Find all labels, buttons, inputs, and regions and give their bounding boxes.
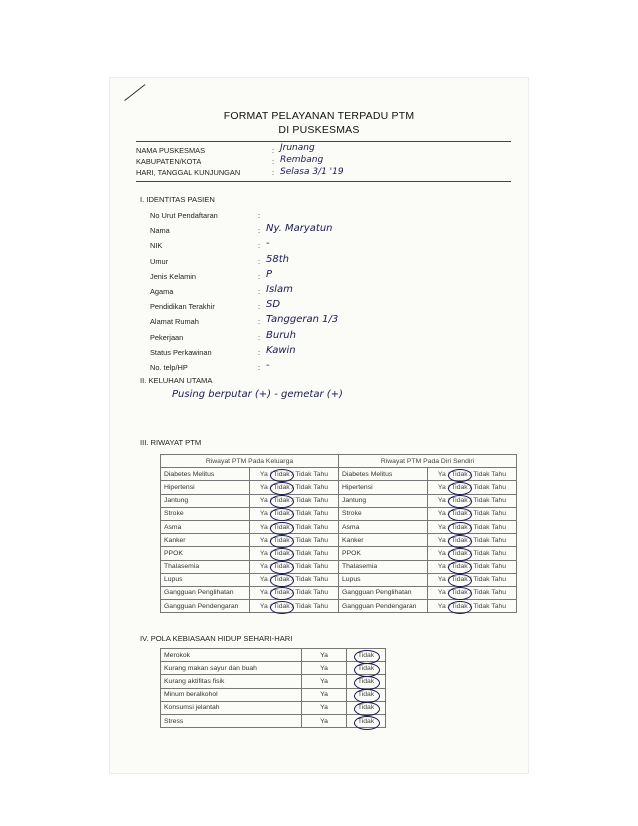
option-tidak[interactable]: Tidak [273, 576, 289, 583]
riwayat-disease-left: Stroke [161, 507, 250, 520]
riwayat-row [161, 560, 517, 573]
selection-circle-icon [270, 495, 294, 508]
pola-row [161, 675, 386, 688]
option-ya[interactable]: Ya / [259, 576, 272, 584]
option-ya[interactable]: Ya / [259, 470, 272, 478]
section-pola-heading: IV. POLA KEBIASAAN HIDUP SEHARI-HARI [140, 634, 293, 643]
pola-item: Minum beralkohol [161, 688, 302, 701]
pola-table [160, 648, 386, 728]
pola-tidak-label: Tidak [358, 704, 374, 711]
riwayat-option-left [250, 600, 339, 613]
identitas-value: SD [266, 299, 281, 311]
option-tidak[interactable]: Tidak [273, 589, 289, 596]
riwayat-option-left [250, 520, 339, 533]
pola-item: Kurang makan sayur dan buah [161, 662, 302, 675]
riwayat-disease-right: Thalasemia [339, 560, 428, 573]
pola-row [161, 688, 386, 701]
pola-option-tidak[interactable] [347, 675, 386, 688]
option-tidak-tahu[interactable]: / Tidak Tahu [291, 576, 329, 584]
pola-item: Merokok [161, 649, 302, 662]
divider-top [136, 141, 511, 142]
selection-circle-icon [270, 522, 294, 535]
identitas-label: Umur [150, 256, 169, 266]
option-tidak-tahu[interactable]: / Tidak Tahu [291, 602, 329, 610]
form-title: FORMAT PELAYANAN TERPADU PTM [223, 110, 415, 122]
identitas-label: Pendidikan Terakhir [150, 302, 215, 312]
pola-option-ya[interactable]: Ya [302, 662, 347, 675]
riwayat-option-left [250, 560, 339, 573]
option-ya[interactable]: Ya / [437, 510, 450, 518]
riwayat-row [161, 507, 517, 520]
option-tidak-tahu[interactable]: / Tidak Tahu [469, 589, 507, 597]
riwayat-option-right [428, 507, 517, 520]
riwayat-option-right [428, 560, 517, 573]
option-tidak[interactable]: Tidak [273, 550, 289, 557]
riwayat-option-right [428, 586, 517, 599]
pola-tidak-label: Tidak [358, 678, 374, 685]
identitas-value: Ny. Maryatun [266, 223, 333, 235]
riwayat-right-header: Riwayat PTM Pada Diri Sendiri [339, 455, 517, 468]
selection-circle-icon [270, 482, 294, 495]
header-label-tanggal: HARI, TANGGAL KUNJUNGAN [136, 168, 241, 177]
selection-circle-icon [448, 469, 472, 482]
riwayat-left-header: Riwayat PTM Pada Keluarga [161, 455, 339, 468]
selection-circle-icon [270, 508, 294, 521]
riwayat-option-right [428, 481, 517, 494]
option-ya[interactable]: Ya / [259, 483, 272, 491]
pola-row [161, 701, 386, 714]
selection-circle-icon [448, 495, 472, 508]
option-tidak-tahu[interactable]: / Tidak Tahu [469, 483, 507, 491]
riwayat-disease-left: Jantung [161, 494, 250, 507]
option-ya[interactable]: Ya / [437, 523, 450, 531]
identitas-label: Jenis Kelamin [150, 271, 197, 281]
pola-tidak-label: Tidak [358, 718, 374, 725]
riwayat-option-left [250, 481, 339, 494]
option-tidak-tahu[interactable]: / Tidak Tahu [469, 510, 507, 518]
option-ya[interactable]: Ya / [437, 589, 450, 597]
header-value-kabupaten: Rembang [280, 155, 324, 165]
riwayat-option-left [250, 494, 339, 507]
pola-option-ya[interactable]: Ya [302, 714, 347, 727]
option-tidak[interactable]: Tidak [273, 484, 289, 491]
riwayat-disease-right: Kanker [339, 534, 428, 547]
header-label-kabupaten: KABUPATEN/KOTA [136, 157, 202, 166]
riwayat-option-left [250, 586, 339, 599]
riwayat-row [161, 547, 517, 560]
option-tidak[interactable]: Tidak [273, 497, 289, 504]
option-ya[interactable]: Ya / [437, 563, 450, 571]
option-ya[interactable]: Ya / [259, 563, 272, 571]
riwayat-option-left [250, 534, 339, 547]
riwayat-disease-right: Lupus [339, 573, 428, 586]
pola-tidak-label: Tidak [358, 691, 374, 698]
riwayat-row [161, 481, 517, 494]
option-ya[interactable]: Ya / [259, 497, 272, 505]
option-tidak[interactable]: Tidak [451, 484, 467, 491]
pola-item: Stress [161, 714, 302, 727]
option-ya[interactable]: Ya / [259, 510, 272, 518]
identitas-label: NIK [150, 241, 163, 251]
option-ya[interactable]: Ya / [437, 602, 450, 610]
riwayat-option-right [428, 547, 517, 560]
option-tidak-tahu[interactable]: / Tidak Tahu [291, 536, 329, 544]
identitas-label: Nama [150, 226, 170, 236]
riwayat-disease-right: Gangguan Pendengaran [339, 600, 428, 613]
riwayat-row [161, 534, 517, 547]
header-label-puskesmas: NAMA PUSKESMAS [136, 146, 205, 155]
keluhan-text: Pusing berputar (+) - gemetar (+) [172, 389, 343, 400]
option-tidak-tahu[interactable]: / Tidak Tahu [291, 510, 329, 518]
option-tidak-tahu[interactable]: / Tidak Tahu [291, 523, 329, 531]
option-ya[interactable]: Ya / [437, 470, 450, 478]
option-ya[interactable]: Ya / [259, 523, 272, 531]
option-tidak-tahu[interactable]: / Tidak Tahu [291, 549, 329, 557]
option-tidak-tahu[interactable]: / Tidak Tahu [469, 602, 507, 610]
section-riwayat-heading: III. RIWAYAT PTM [140, 438, 202, 447]
selection-circle-icon [448, 508, 472, 521]
pola-item: Kurang aktifitas fisik [161, 675, 302, 688]
identitas-label: Status Perkawinan [150, 347, 212, 357]
selection-circle-icon [270, 548, 294, 561]
option-ya[interactable]: Ya / [437, 483, 450, 491]
identitas-value: - [266, 238, 270, 250]
riwayat-disease-right: Asma [339, 520, 428, 533]
riwayat-disease-left: Kanker [161, 534, 250, 547]
option-tidak-tahu[interactable]: / Tidak Tahu [469, 497, 507, 505]
pola-option-tidak[interactable] [347, 662, 386, 675]
option-tidak-tahu[interactable]: / Tidak Tahu [469, 536, 507, 544]
option-tidak[interactable]: Tidak [451, 550, 467, 557]
pen-mark-icon [124, 84, 145, 101]
riwayat-disease-right: PPOK [339, 547, 428, 560]
option-tidak-tahu[interactable]: / Tidak Tahu [291, 470, 329, 478]
riwayat-table [160, 454, 517, 613]
riwayat-disease-left: PPOK [161, 547, 250, 560]
selection-circle-icon [270, 535, 294, 548]
option-tidak-tahu[interactable]: / Tidak Tahu [469, 549, 507, 557]
option-ya[interactable]: Ya / [259, 549, 272, 557]
option-tidak[interactable]: Tidak [451, 524, 467, 531]
riwayat-option-right [428, 494, 517, 507]
riwayat-disease-right: Gangguan Penglihatan [339, 586, 428, 599]
section-identitas-heading: I. IDENTITAS PASIEN [140, 195, 215, 204]
option-ya[interactable]: Ya / [437, 536, 450, 544]
riwayat-header-row [161, 455, 517, 468]
selection-circle-icon [448, 482, 472, 495]
riwayat-disease-left: Diabetes Melitus [161, 468, 250, 481]
option-tidak-tahu[interactable]: / Tidak Tahu [291, 563, 329, 571]
option-tidak-tahu[interactable]: / Tidak Tahu [291, 589, 329, 597]
riwayat-option-right [428, 600, 517, 613]
riwayat-option-right [428, 520, 517, 533]
pola-row [161, 662, 386, 675]
identitas-value: Islam [266, 284, 293, 295]
option-tidak-tahu[interactable]: / Tidak Tahu [291, 483, 329, 491]
riwayat-row [161, 586, 517, 599]
identitas-label: No. telp/HP [150, 363, 188, 372]
option-tidak[interactable]: Tidak [273, 510, 289, 517]
riwayat-option-right [428, 534, 517, 547]
selection-circle-icon [448, 574, 472, 587]
identitas-label: Agama [150, 287, 174, 296]
option-tidak-tahu[interactable]: / Tidak Tahu [469, 576, 507, 584]
riwayat-option-right [428, 573, 517, 586]
option-tidak[interactable]: Tidak [451, 603, 467, 610]
identitas-label: Alamat Rumah [150, 317, 199, 327]
option-tidak[interactable]: Tidak [451, 563, 467, 570]
form-sheet: FORMAT PELAYANAN TERPADU PTM DI PUSKESMAS NAMA PUSKESMAS KABUPATEN/KOTA HARI, TANGGAL KUNJUNGAN : : : Jrunang Rembang Selasa 3/1 '19 I. IDENTITAS PASIEN No Urut Pendaftaran : Nama : Ny. Maryatun NIK : - Umur : 58th Jenis Kelamin : P Agama : Islam Pendidikan Terakhir : SD Alamat Rumah : Tanggeran 1/3 Pekerjaan : Buruh Status Perkawinan : Kawin No. telp/HP : - II. KELUHAN UTAMA Pusing berputar (+) - gemetar (+) III. RIWAYAT PTM Riwayat PTM Pada Keluarga Riwayat PTM Pada Diri Sendiri Diabetes Melitus Ya / Tidak / Tidak Tahu Diabetes Melitus Ya / Tidak / Tidak Tahu Hipertensi Ya / Tidak / Tidak Tahu Hipertensi Ya / Tidak / Tidak Tahu Jantung Ya / Tidak / Tidak Tahu Jantung Ya / Tidak / Tidak Tahu Stroke Ya / Tidak / Tidak Tahu Stroke Ya / Tidak / Tidak Tahu Asma Ya / Tidak / Tidak Tahu Asma Ya / Tidak / Tidak Tahu Kanker Ya / Tidak / Tidak Tahu Kanker Ya / Tidak / Tidak Tahu PPOK Ya / Tidak / Tidak Tahu PPOK Ya / Tidak / Tidak Tahu Thalasemia Ya / Tidak / Tidak Tahu Thalasemia Ya / Tidak / Tidak Tahu Lupus Ya / Tidak / Tidak Tahu Lupus Ya / Tidak / Tidak Tahu Gangguan Penglihatan Ya / Tidak / Tidak Tahu Gangguan Penglihatan Ya / Tidak / Tidak Tahu Gangguan Pendengaran Ya / Tidak / Tidak Tahu Gangguan Pendengaran Ya / Tidak / Tidak Tahu IV. POLA KEBIASAAN HIDUP SEHARI-HARI Merokok Ya Tidak Kurang makan sayur dan buah Ya Tidak Kurang aktifitas fisik Ya Tidak Minum beralkohol Ya Tidak Konsumsi jelantah Ya Tidak Stress Ya Tidak [110, 78, 528, 773]
identitas-value: Kawin [266, 344, 296, 356]
form-subtitle: DI PUSKESMAS [278, 124, 360, 136]
option-tidak[interactable]: Tidak [451, 537, 467, 544]
option-tidak[interactable]: Tidak [451, 576, 467, 583]
pola-option-ya[interactable]: Ya [302, 688, 347, 701]
selection-circle-icon [448, 587, 472, 600]
option-tidak[interactable]: Tidak [451, 497, 467, 504]
header-value-puskesmas: Jrunang [280, 143, 315, 153]
riwayat-option-right [428, 468, 517, 481]
riwayat-disease-right: Diabetes Melitus [339, 468, 428, 481]
riwayat-disease-left: Hipertensi [161, 481, 250, 494]
identitas-value: P [266, 268, 273, 280]
pola-option-tidak[interactable] [347, 714, 386, 727]
riwayat-option-left [250, 547, 339, 560]
option-ya[interactable]: Ya / [259, 536, 272, 544]
riwayat-row [161, 520, 517, 533]
riwayat-option-left [250, 573, 339, 586]
selection-circle-icon [270, 561, 294, 574]
riwayat-disease-right: Jantung [339, 494, 428, 507]
riwayat-disease-left: Gangguan Penglihatan [161, 586, 250, 599]
selection-circle-icon [448, 548, 472, 561]
divider-header [136, 181, 511, 182]
option-tidak-tahu[interactable]: / Tidak Tahu [291, 497, 329, 505]
option-tidak[interactable]: Tidak [273, 524, 289, 531]
identitas-value: 58th [266, 253, 289, 265]
riwayat-disease-left: Gangguan Pendengaran [161, 600, 250, 613]
riwayat-disease-left: Lupus [161, 573, 250, 586]
pola-row [161, 714, 386, 727]
identitas-label: Pekerjaan [150, 332, 184, 342]
pola-item: Konsumsi jelantah [161, 701, 302, 714]
riwayat-row [161, 573, 517, 586]
riwayat-option-left [250, 507, 339, 520]
option-ya[interactable]: Ya / [259, 589, 272, 597]
identitas-value: - [266, 360, 270, 371]
pola-option-ya[interactable]: Ya [302, 701, 347, 714]
pola-option-tidak[interactable] [347, 701, 386, 714]
riwayat-option-left [250, 468, 339, 481]
riwayat-disease-right: Hipertensi [339, 481, 428, 494]
selection-circle-icon [270, 587, 294, 600]
pola-row [161, 649, 386, 662]
option-tidak[interactable]: Tidak [273, 537, 289, 544]
option-tidak-tahu[interactable]: / Tidak Tahu [469, 523, 507, 531]
identitas-value: Tanggeran 1/3 [266, 314, 339, 326]
option-ya[interactable]: Ya / [437, 497, 450, 505]
riwayat-row [161, 600, 517, 613]
section-keluhan-heading: II. KELUHAN UTAMA [140, 376, 213, 385]
header-value-tanggal: Selasa 3/1 '19 [280, 167, 344, 177]
selection-circle-icon [448, 535, 472, 548]
selection-circle-icon [448, 601, 472, 614]
option-tidak-tahu[interactable]: / Tidak Tahu [469, 470, 507, 478]
option-ya[interactable]: Ya / [437, 549, 450, 557]
pola-option-ya[interactable]: Ya [302, 649, 347, 662]
option-tidak[interactable]: Tidak [451, 589, 467, 596]
pola-tidak-label: Tidak [358, 652, 374, 659]
option-tidak[interactable]: Tidak [273, 603, 289, 610]
selection-circle-icon [270, 469, 294, 482]
option-ya[interactable]: Ya / [437, 576, 450, 584]
pola-option-tidak[interactable] [347, 649, 386, 662]
selection-circle-icon [448, 561, 472, 574]
option-tidak-tahu[interactable]: / Tidak Tahu [469, 563, 507, 571]
selection-circle-icon [448, 522, 472, 535]
pola-option-ya[interactable]: Ya [302, 675, 347, 688]
identitas-value: Buruh [266, 329, 296, 341]
option-ya[interactable]: Ya / [259, 602, 272, 610]
selection-circle-icon [354, 716, 380, 730]
option-tidak[interactable]: Tidak [273, 563, 289, 570]
option-tidak[interactable]: Tidak [273, 471, 289, 478]
option-tidak[interactable]: Tidak [451, 510, 467, 517]
riwayat-row [161, 468, 517, 481]
selection-circle-icon [270, 574, 294, 587]
selection-circle-icon [270, 601, 294, 614]
pola-tidak-label: Tidak [358, 665, 374, 672]
option-tidak[interactable]: Tidak [451, 471, 467, 478]
riwayat-disease-left: Asma [161, 520, 250, 533]
riwayat-row [161, 494, 517, 507]
riwayat-disease-right: Stroke [339, 507, 428, 520]
riwayat-disease-left: Thalasemia [161, 560, 250, 573]
identitas-label: No Urut Pendaftaran [150, 211, 218, 220]
pola-option-tidak[interactable] [347, 688, 386, 701]
